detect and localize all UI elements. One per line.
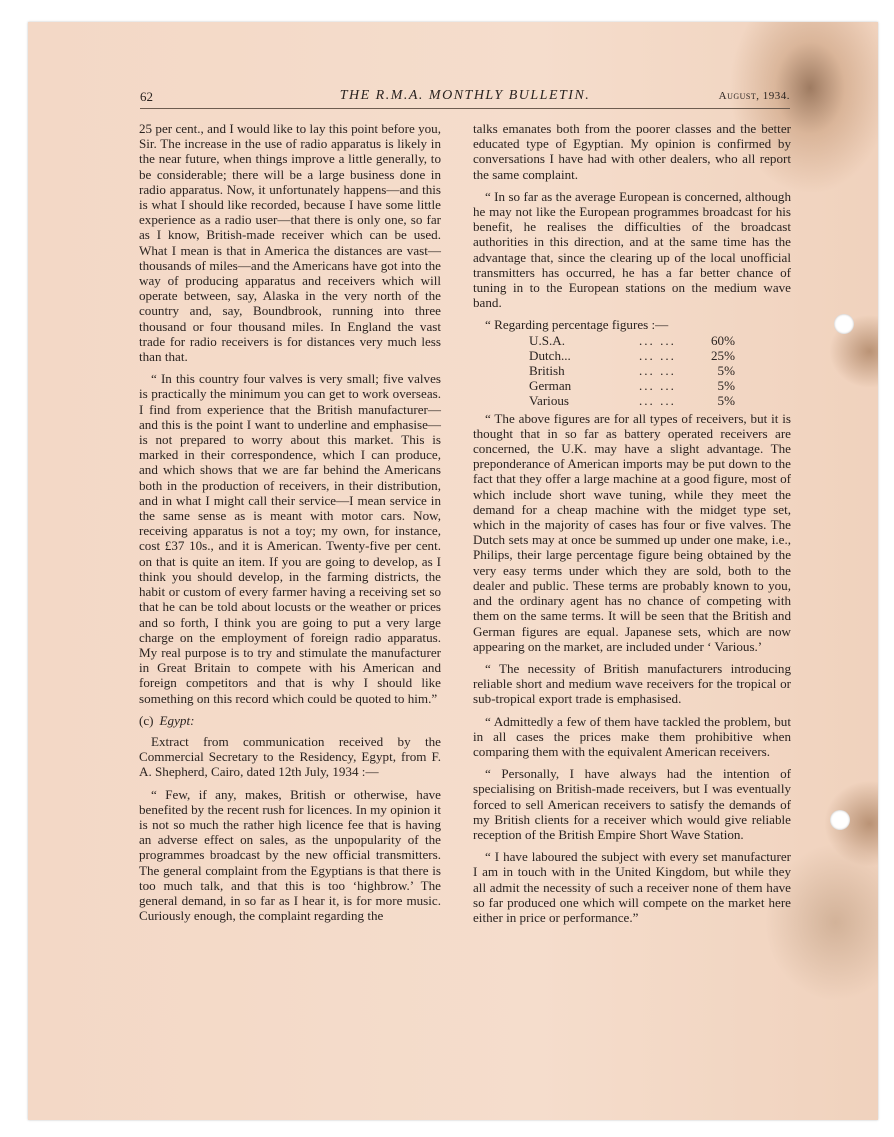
percent-cell: 5% (717, 363, 735, 379)
percent-cell: 5% (717, 393, 735, 409)
paragraph: talks emanates both from the poorer classes and the better educated type of Egyptian. My opinion is confirmed by conversations I have had with other dealers, who all report the same complaint. (473, 121, 791, 182)
country-cell: Various (529, 393, 570, 409)
percent-cell: 60% (710, 332, 735, 348)
leader-dots: ... ... (639, 378, 676, 394)
left-column (139, 121, 441, 930)
country-cell: German (529, 378, 572, 394)
leader-dots: ... ... (639, 347, 676, 363)
leader-dots: ... ... (639, 332, 676, 348)
percentage-figures-table (529, 333, 735, 409)
punch-hole-top (834, 314, 854, 334)
running-title: THE R.M.A. MONTHLY BULLETIN. (339, 88, 591, 103)
punch-hole-bottom (830, 810, 850, 830)
section-heading (139, 713, 441, 728)
leader-dots: ... ... (639, 363, 676, 379)
section-label: (c) (139, 712, 154, 728)
leader-dots: ... ... (639, 393, 676, 409)
paragraph: “ Few, if any, makes, British or otherwise, have benefited by the recent rush for licences. In my opinion it is not so much the rather high licence fee that is having an adverse effect on sales, as the unpopularity of the programmes broadcast by the new official transmitters. The general complaint from the Egyptians is that there is too much talk, and that this is too ‘highbrow.’ The general demand, in so far as I hear it, is for more music. Curiously enough, the complaint regarding the (139, 786, 441, 924)
table-row (529, 333, 735, 348)
paragraph: 25 per cent., and I would like to lay this point before you, Sir. The increase in the use of radio apparatus is likely in the near future, when things improve a little generally, to be considerable; there will be a large business done in radio apparatus. Now, it unfortunately happens—and this is what I should like recorded, because I have some little experience as a radio user—that there is only one, so far as I know, British-made receiver which can be used. What I mean is that in America the distances are vast—thousands of miles—and the Americans have got into the way of producing apparatus and receivers which will operate between, say, Alaska in the very north of the country and, say, Boundbrook, running into three thousand or four thousand miles. In England the vast trade for radio receivers is for distances very much less than that. (139, 121, 441, 365)
table-row (529, 378, 735, 393)
table-row (529, 393, 735, 408)
paragraph: “ In so far as the average European is concerned, although he may not like the European programmes broadcast for his benefit, he realises the difficulties of the broadcast authorities in this direction, and at the same time has the advantage that, since the clearing up of the local unofficial transmitters has occurred, he has a far better chance of tuning in to the European stations on the medium wave band. (473, 188, 791, 311)
section-title: Egypt: (159, 712, 195, 728)
paragraph: “ Regarding percentage figures :— (485, 317, 669, 333)
percent-cell: 5% (717, 378, 735, 394)
table-row (529, 348, 735, 363)
country-cell: British (529, 363, 565, 379)
right-column (473, 121, 791, 932)
paragraph: Extract from communication received by the Commercial Secretary to the Residency, Egypt, from F. A. Shepherd, Cairo, dated 12th July, 1934 :— (139, 733, 441, 780)
paragraph: “ The above figures are for all types of receivers, but it is thought that in so far as battery operated receivers are concerned, the U.K. may have a slight advantage. The preponderance of American imports may be put down to the fact that they offer a large machine at a good figure, most of which include short wave tuning, while they meet the demand for a cheap machine with the midget type set, which in the majority of cases has four or five valves. The Dutch sets may at once be summed up under one make, i.e., Philips, their large percentage figure being obtained by the very easy terms under which they are sold, both to the dealer and public. These terms are probably known to you, and the ordinary agent has no chance of competing with them on the same terms. It will be seen that the British and German figures are equal. Japanese sets, which are now appearing on the market, are included under ‘ Various.’ (473, 410, 791, 654)
country-cell: Dutch... (529, 347, 571, 363)
paragraph: “ Personally, I have always had the intention of specialising on British-made receivers, but I was eventually forced to sell American receivers to satisfy the demands of my British clients for a receiver which would give reliable reception of the British Empire Short Wave Station. (473, 766, 791, 842)
issue-date: August, 1934. (718, 90, 790, 102)
page-number: 62 (140, 89, 153, 104)
page-header (140, 88, 790, 109)
percent-cell: 25% (710, 347, 735, 363)
paragraph: “ The necessity of British manufacturers introducing reliable short and medium wave receivers for the tropical or sub-tropical export trade is emphasised. (473, 660, 791, 707)
country-cell: U.S.A. (529, 332, 566, 348)
paragraph: “ I have laboured the subject with every set manufacturer I am in touch with in the United Kingdom, but while they all admit the necessity of such a receiver none of them have so far produced one which will compete on the market here either in price or performance.” (473, 849, 791, 925)
table-row (529, 363, 735, 378)
paragraph: “ In this country four valves is very small; five valves is practically the minimum you can get to work overseas. I find from experience that the British manufacturer—and this is the point I want to underline and emphasise—is not prepared to worry about this market. This is marked in their correspondence, which I can produce, and which shows that we are far behind the Americans both in the production of receivers, in their distribution, and in what I might call their service—I mean service in the same sense as is meant with motor cars. Now, receiving apparatus is not a toy; my own, for instance, cost £37 10s., and it is American. Twenty-five per cent. on that is quite an item. If you are going to develop, as I think you should develop, in the farming districts, the habit or custom of every farmer having a receiving set so that he can be told about locusts or the weather or prices and so forth, I think you are going to put a very large charge on the employment of foreign radio apparatus. My real purpose is to try and stimulate the manufacturer in Great Britain to compete with his American and foreign competitors and that is why I should like something on this record which could be quoted to him.” (139, 371, 441, 706)
paragraph: “ Admittedly a few of them have tackled the problem, but in all cases the prices make them prohibitive when comparing them with the equivalent American receivers. (473, 713, 791, 759)
